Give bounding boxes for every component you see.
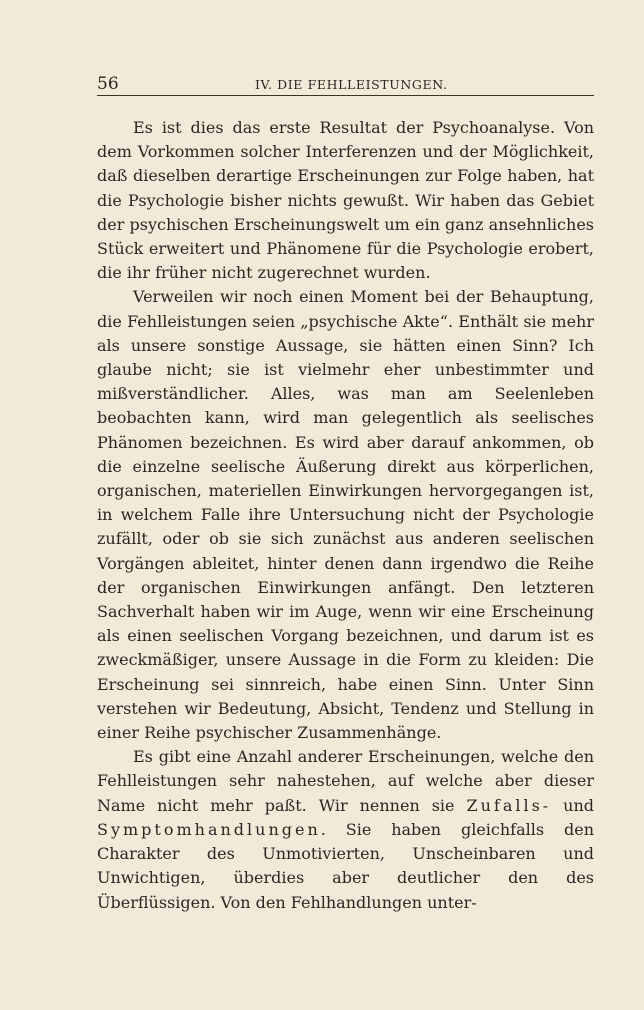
paragraph-1: Es ist dies das erste Resultat der Psychoanalyse. Von dem Vorkommen solcher Interferenzen und der Möglichkeit, daß dieselben derartige Erscheinungen zur Folge haben, hat die Psychologie bisher nichts gewußt. Wir haben das Gebiet der psychischen Erscheinungswelt um ein ganz ansehnliches Stück erweitert und Phänomene für die Psychologie erobert, die ihr früher nicht zugerechnet wurden. [97,118,594,283]
paragraph-3 [97,745,594,914]
paragraph-3-after: . Sie haben gleichfalls den Charakter des Unmotivierten, Unscheinbaren und Unwichtigen, überdies aber deutlicher den des Überflüssigen. Von den Fehlhandlungen unter- [97,819,594,912]
paragraph-3-between: und [551,795,595,815]
page-header [97,73,594,96]
body-text [97,116,594,915]
term-symptomhandlungen: Symptomhandlungen [97,819,321,839]
paragraph-3-before: Es gibt eine Anzahl anderer Erscheinungen, welche den Fehlleistungen sehr nahestehen, auf welche aber dieser Name nicht mehr paßt. Wir nennen sie [97,747,594,815]
page-number: 56 [97,74,119,94]
term-zufalls: Zufalls- [466,795,552,815]
paragraph-2: Verweilen wir noch einen Moment bei der Behauptung, die Fehlleistungen seien „psychische Akte“. Enthält sie mehr als unsere sonstige Aussage, sie hätten einen Sinn? Ich glaube nicht; sie ist vielmehr eher unbestimmter und mißverständlicher. Alles, was man am Seelenleben beobachten kann, wird man gelegentlich als seelisches Phänomen bezeichnen. Es wird aber darauf ankommen, ob die einzelne seelische Äußerung direkt aus körperlichen, organischen, materiellen Einwirkungen hervorgegangen ist, in welchem Falle ihre Untersuchung nicht der Psychologie zufällt, oder ob sie sich zunächst aus anderen seelischen Vorgängen ableitet, hinter denen dann irgendwo die Reihe der organischen Einwirkungen anfängt. Den letzteren Sachverhalt haben wir im Auge, wenn wir eine Erscheinung als einen seelischen Vorgang bezeichnen, und darum ist es zweckmäßiger, unsere Aussage in die Form zu kleiden: Die Erscheinung sei sinnreich, habe einen Sinn. Unter Sinn verstehen wir Bedeutung, Absicht, Tendenz und Stellung in einer Reihe psychischer Zusammenhänge. [97,287,594,743]
running-head: IV. DIE FEHLLEISTUNGEN. [255,77,448,92]
